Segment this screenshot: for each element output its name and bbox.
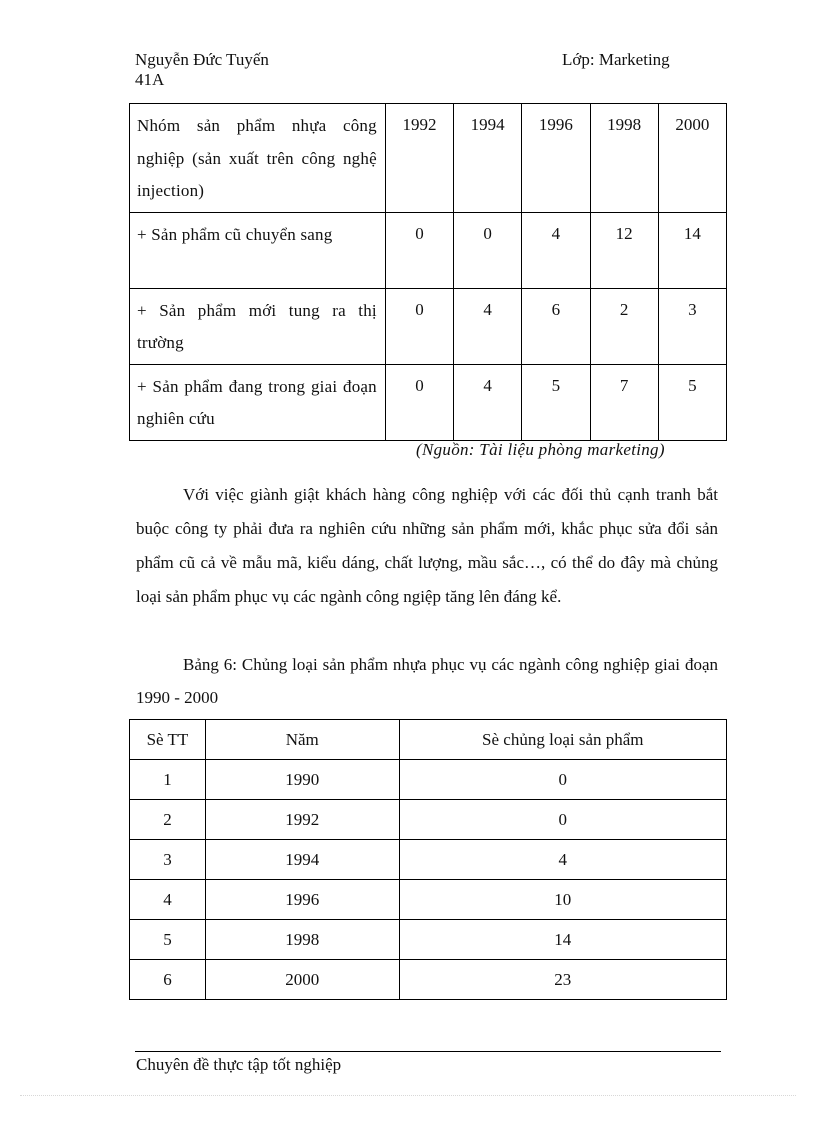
table-cell: 6	[130, 960, 206, 1000]
column-header: Sè TT	[130, 720, 206, 760]
table-header-row	[130, 104, 727, 213]
table-cell: 12	[590, 212, 658, 288]
table-cell: 2	[130, 800, 206, 840]
author-name: Nguyễn Đức Tuyến	[135, 50, 269, 69]
table-cell: 4	[454, 364, 522, 440]
year-header: 1998	[590, 104, 658, 213]
table-cell: 0	[399, 800, 726, 840]
table-cell: 0	[454, 212, 522, 288]
table-row	[130, 880, 727, 920]
table-row	[130, 288, 727, 364]
table-row	[130, 212, 727, 288]
row-label: + Sản phẩm cũ chuyển sang	[130, 212, 386, 288]
table-row	[130, 920, 727, 960]
year-header: 1992	[385, 104, 453, 213]
table-cell: 0	[385, 364, 453, 440]
table-cell: 0	[385, 212, 453, 288]
table-cell: 1	[130, 760, 206, 800]
table-row	[130, 840, 727, 880]
table-cell: 23	[399, 960, 726, 1000]
column-header: Năm	[205, 720, 399, 760]
row-label: + Sản phẩm mới tung ra thị trường	[130, 288, 386, 364]
table-cell: 4	[399, 840, 726, 880]
table-cell: 4	[130, 880, 206, 920]
table-row	[130, 800, 727, 840]
footer-divider	[135, 1051, 721, 1052]
table-cell: 7	[590, 364, 658, 440]
table-header-row	[130, 720, 727, 760]
product-count-table	[129, 719, 727, 1000]
table-cell: 5	[130, 920, 206, 960]
table-cell: 0	[399, 760, 726, 800]
source-note: (Nguồn: Tài liệu phòng marketing)	[416, 440, 665, 459]
table-cell: 5	[658, 364, 726, 440]
column-header: Sè chủng loại sản phẩm	[399, 720, 726, 760]
table-cell: 10	[399, 880, 726, 920]
table-cell: 1992	[205, 800, 399, 840]
row-label: + Sản phẩm đang trong giai đoạn nghiên cứu	[130, 364, 386, 440]
product-group-table	[129, 103, 727, 441]
table-cell: 14	[658, 212, 726, 288]
table-cell: 4	[454, 288, 522, 364]
page-footer: Chuyên đề thực tập tốt nghiệp	[136, 1055, 342, 1074]
table-cell: 0	[385, 288, 453, 364]
year-header: 2000	[658, 104, 726, 213]
table-cell: 1990	[205, 760, 399, 800]
table-cell: 14	[399, 920, 726, 960]
table-cell: 6	[522, 288, 590, 364]
table-cell: 5	[522, 364, 590, 440]
table-cell: 2000	[205, 960, 399, 1000]
year-header: 1994	[454, 104, 522, 213]
table-cell: 4	[522, 212, 590, 288]
table-cell: 1996	[205, 880, 399, 920]
body-paragraph: Với việc giành giật khách hàng công nghiệp với các đối thủ cạnh tranh bắt buộc công ty phải đưa ra nghiên cứu những sản phẩm mới, khắc phục sửa đổi sản phẩm cũ cả về mẫu mã, kiểu dáng, chất lượng, mầu sắc…, có thể do đây mà chủng loại sản phẩm phục vụ các ngành công ngiệp tăng lên đáng kể.	[136, 485, 718, 606]
header-class: Lớp: Marketing	[562, 50, 670, 69]
page-bottom-edge	[20, 1095, 796, 1096]
table-cell: 2	[590, 288, 658, 364]
header-author	[135, 50, 269, 90]
table-caption: Bảng 6: Chủng loại sản phẩm nhựa phục vụ các ngành công nghiệp giai đoạn 1990 - 2000	[136, 655, 718, 707]
year-header: 1996	[522, 104, 590, 213]
table-row	[130, 760, 727, 800]
table-cell: 3	[130, 840, 206, 880]
table-cell: 1994	[205, 840, 399, 880]
table-cell: 3	[658, 288, 726, 364]
table-row	[130, 364, 727, 440]
table-cell: 1998	[205, 920, 399, 960]
author-class-code: 41A	[135, 70, 165, 89]
table-row	[130, 960, 727, 1000]
table-header-label: Nhóm sản phẩm nhựa công nghiệp (sản xuất trên công nghệ injection)	[130, 104, 386, 213]
